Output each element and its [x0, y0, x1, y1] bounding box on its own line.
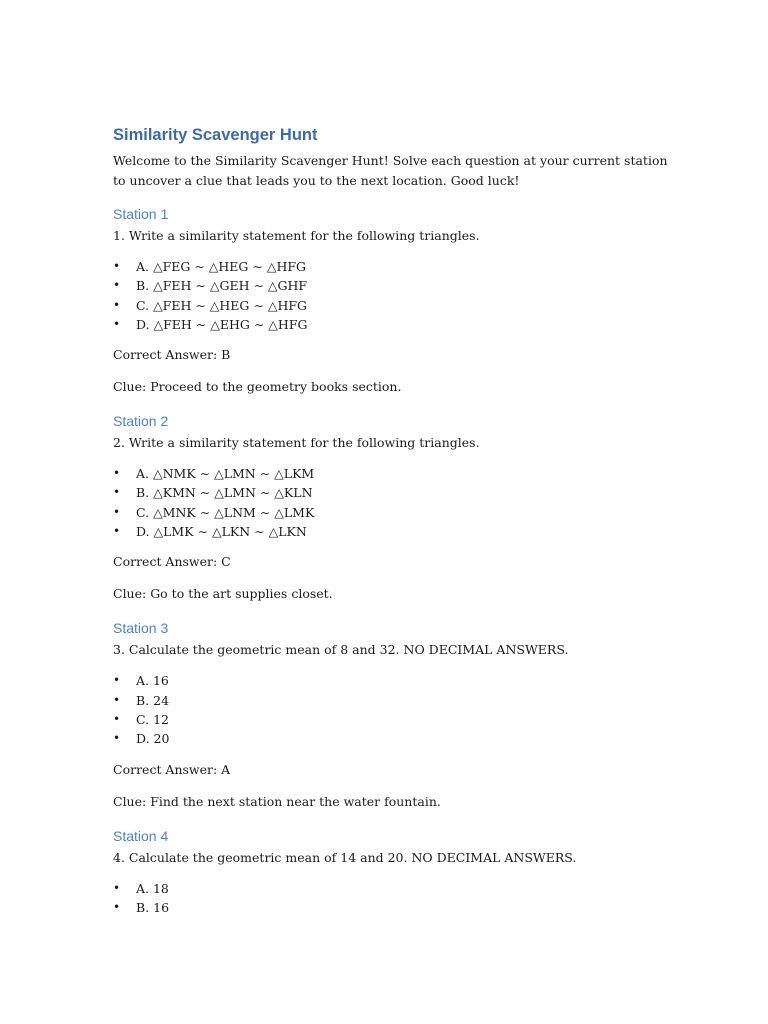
station-1: [113, 205, 673, 396]
option-text: B. △FEH ∼ △GEH ∼ △GHF: [136, 278, 308, 294]
station-4: [113, 827, 673, 918]
options-list: [113, 257, 673, 334]
option-text: C. 12: [136, 711, 169, 727]
option-text: B. △KMN ∼ △LMN ∼ △KLN: [136, 485, 313, 501]
bullet-icon: •: [113, 524, 121, 539]
option-item: [113, 691, 673, 710]
bullet-icon: •: [113, 880, 121, 895]
clue-text: Clue: Find the next station near the water fountain.: [113, 793, 441, 809]
option-text: C. △MNK ∼ △LNM ∼ △LMK: [136, 504, 315, 520]
option-text: A. △FEG ∼ △HEG ∼ △HFG: [136, 259, 307, 274]
option-item: [113, 257, 673, 276]
option-item: [113, 522, 673, 541]
intro-paragraph: Welcome to the Similarity Scavenger Hunt! Solve each question at your current station to uncover a clue that leads you to the next location. Good luck!: [113, 153, 668, 188]
station-2: [113, 412, 673, 603]
question-text: 1. Write a similarity statement for the following triangles.: [113, 228, 480, 243]
bullet-icon: •: [113, 731, 121, 746]
option-text: A. 18: [136, 880, 169, 896]
bullet-icon: •: [113, 316, 121, 331]
option-item: [113, 276, 673, 295]
option-item: [113, 483, 673, 502]
option-text: A. 16: [136, 673, 169, 689]
option-item: [113, 464, 673, 483]
option-item: [113, 879, 673, 898]
option-item: [113, 710, 673, 729]
option-item: [113, 503, 673, 522]
correct-answer: Correct Answer: C: [113, 554, 231, 570]
bullet-icon: •: [113, 485, 121, 500]
bullet-icon: •: [113, 504, 121, 519]
option-item: [113, 671, 673, 690]
option-text: D. △LMK ∼ △LKN ∼ △LKN: [136, 524, 307, 540]
option-text: A. △NMK ∼ △LMN ∼ △LKM: [136, 466, 315, 482]
option-item: [113, 315, 673, 334]
page-title: Similarity Scavenger Hunt: [113, 126, 318, 144]
clue-text: Clue: Go to the art supplies closet.: [113, 586, 333, 602]
clue-text: Clue: Proceed to the geometry books section.: [113, 379, 402, 395]
bullet-icon: •: [113, 297, 121, 312]
question-text: 4. Calculate the geometric mean of 14 and 20. NO DECIMAL ANSWERS.: [113, 849, 577, 865]
option-text: B. 16: [136, 899, 170, 915]
option-text: D. 20: [136, 731, 170, 747]
bullet-icon: •: [113, 673, 121, 688]
bullet-icon: •: [113, 899, 121, 914]
station-heading: Station 2: [113, 413, 169, 430]
correct-answer: Correct Answer: A: [113, 761, 231, 777]
options-list: [113, 464, 673, 541]
option-item: [113, 729, 673, 748]
option-text: D. △FEH ∼ △EHG ∼ △HFG: [136, 316, 308, 332]
question-text: 2. Write a similarity statement for the following triangles.: [113, 435, 480, 451]
bullet-icon: •: [113, 259, 121, 273]
bullet-icon: •: [113, 278, 121, 293]
bullet-icon: •: [113, 692, 121, 707]
option-text: C. △FEH ∼ △HEG ∼ △HFG: [136, 297, 308, 313]
station-heading: Station 3: [113, 620, 169, 637]
option-item: [113, 898, 673, 917]
options-list: [113, 879, 673, 918]
station-3: [113, 619, 673, 810]
option-item: [113, 296, 673, 315]
document-page: [113, 124, 673, 929]
station-heading: Station 1: [113, 206, 169, 222]
options-list: [113, 671, 673, 748]
station-heading: Station 4: [113, 827, 169, 844]
question-text: 3. Calculate the geometric mean of 8 and 32. NO DECIMAL ANSWERS.: [113, 642, 569, 658]
correct-answer: Correct Answer: B: [113, 347, 231, 363]
option-text: B. 24: [136, 692, 170, 708]
bullet-icon: •: [113, 466, 121, 481]
bullet-icon: •: [113, 711, 121, 726]
